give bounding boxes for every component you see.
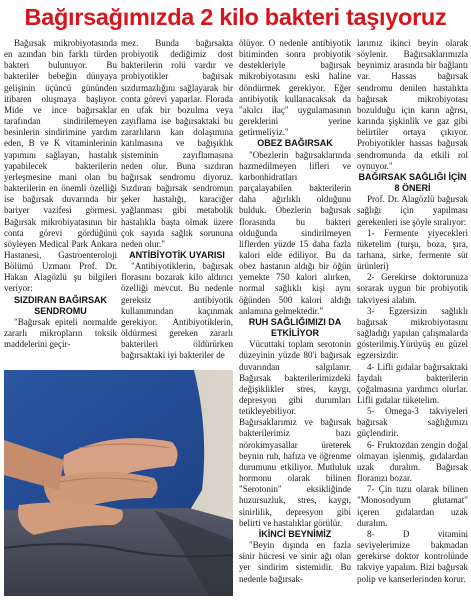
- list-item: 7- Çin tuzu olarak bilinen "Monosodyum glutamat" içeren gıdalardan uzak duralım.: [357, 484, 468, 528]
- heading-obez-bagirsak: OBEZ BAĞIRSAK: [257, 138, 333, 149]
- list-item: 6- Fruktozdan zengin doğal olmayan işlenmiş, gıdalardan uzak duralım. Bağırsak floranızı bozar.: [357, 439, 468, 484]
- column-1: [4, 38, 117, 350]
- headline: Bağırsağımızda 2 kilo bakteri taşıyoruz: [24, 4, 447, 30]
- paragraph: "Obezlerin bağırsaklarında hazmedilmeyen lifleri ve karbonhidratları parçalayabilen bakterilerin daha ağırlıklı olduğunu bulduk. Obezlerin bağırsak florasında bu bakteri olduğunda sindirilmeyen liflerden yüzde 15 daha fazla kalori elde ediliyor. Bu da obez hastanın aldığı bir öğün yemekte 750 kalori alırken, normal sağlıklı kişi aynı öğünden 500 kalori aldığı anlamına gelmektedir.": [239, 149, 351, 316]
- column-3: [239, 38, 351, 585]
- paragraph: ölüyor. O nedenle antibiyotik bitiminden sonra probiyotik destekleriyle bağırsak mikrobiyotasını eski haline döndürmek gerekiyor. Eğer antibiyotik kullanacaksak da "akılcı ilaç" uygulamasının gereklerini yerine getirmeliyiz.": [239, 38, 351, 138]
- heading-ruh-sagligi: RUH SAĞLIĞIMIZI DA ETKİLİYOR: [248, 316, 342, 339]
- heading-8-oneri: BAĞIRSAK SAĞLIĞI İÇİN 8 ÖNERİ: [358, 171, 467, 194]
- paragraph: Vücuttaki toplam serotonin düzeyinin yüzde 80'i bağırsak duvarından salgılanır. Bağırsak bakterilerimizdeki değişiklikler stres, kaygı, depresyon gibi durumları tetikleyebiliyor. Bağırsaklarımız ve bağırsak bakterilerimiz bazı nörokimyasallar üreterek beynin ruh, hafıza ve öğrenme durumunu etkiliyor. Mutluluk hormonu olarak bilinen "Serotonin" eksikliğinde huzursuzluk, stres, kaygı, sinirlilik, depresyon gibi belirti ve hastalıklar görülür.: [239, 339, 351, 528]
- list-item: 2- Gerekirse doktorunuza sorarak uygun bir probiyotik takviyesi alalım.: [357, 272, 468, 305]
- paragraph: "Antibiyotiklerin, bağırsak florasını bozarak kilo aldırıcı özelliği mevcut. Bu nedenle gereksiz antibiyotik kullanımından kaçınmak gerekiyor. Antibiyotiklerin, öldürmesi gereken zararlı bakterileri öldürürken bağırsaktaki iyi bakteriler de: [121, 261, 233, 361]
- list-item: 1- Fermente yiyecekleri tüketelim (turşu, boza, şıra, tarhana, sirke, fermente süt ürünleri): [357, 227, 468, 272]
- paragraph: mez. Bunda bağırsakta probiyotik dediğimiz dost bakterilerin rolü vardır ve probiyotikler bağırsak sızdırmazlığını sağlayarak bir conta görevi yaparlar. Florada en ufak bir bozulma veya zayıflama ise bağırsaktaki bu zararlıların kan dolaşımına katılmasına ve bağışıklık sisteminin zayıflamasına neden olur. Buna sızdıran bağırsak sendromu diyoruz. Sızdıran bağırsak sendromun şeker hastalığı, karaciğer yağlanması gibi metabolik hastalıkla başta olmak üzere çok sayıda sağlık sorununa neden olur.": [121, 38, 233, 249]
- paragraph: larımız ikinci beyin olarak söylenir. Bağırsaklarımızla beynimiz arasında bir bağlantı var. Hassas bağırsak sendromu denilen hastalıkta bağırsak mikrobiyotası bozulduğu için karın ağrısı, karında şişkinlik ve gaz gibi belirtiler ortaya çıkıyor. Probiyotikler hassas bağırsak sendromunda da etkili rol oynuyor.": [357, 38, 468, 171]
- paragraph: Prof. Dr. Alagözlü bağırsak sağlığı için yapılması gerekenleri ise şöyle sıralıyor:: [357, 194, 468, 227]
- list-item: 3- Egzersizin sağlıklı bağırsak mikrobiyotasını sağladığı yapılan çalışmalarda gösterilmiş.Yürüyüş en güzel egzersizdir.: [357, 305, 468, 361]
- heading-ikinci-beyin: İKİNCİ BEYNİMİZ: [258, 528, 332, 539]
- paragraph: "Bağırsak epiteli normalde zararlı mikropların toksik maddelerini geçir-: [4, 316, 117, 350]
- column-2: [121, 38, 233, 362]
- paragraph: "Beyin dışında en fazla sinir hücresi ve sinir ağı olan yer sindirim sistemidir. Bu nedenle bağırsak-: [239, 540, 351, 584]
- list-item: 8- D vitamini seviyelerimize bakmadan gerekirse doktor kontrolünde takviye yapalım. Bizi bağırsak polip ve kanserlerinden korur.: [357, 528, 468, 584]
- intro-paragraph: Bağırsak mikrobiyotasında en azından bin farklı türden bakteri bulunuyor. Bu bakteriler bebeğin dünyaya gelişinin üçüncü gününden itibaren oluşmaya başlıyor. Mide ve ince bağırsaklar tarafından sindirilemeyen besinlerin sindirimine yardım eden, B ve K vitaminlerinin yapımını sağlayan, hastalık yapabilecek bakterilerin yerleşmesine mani olan bu bakterilerin en önemli özelliği ise bağırsak duvarında bir bariyer vazifesi görmesi. Bağırsak mikrobiyatasının bir conta görevi gördüğünü söyleyen Medical Park Ankara Hastanesi, Gastroenteroloji Bölümü Uzmanı Prof. Dr. Hakan Alagözlü şu bilgileri veriyor:: [4, 38, 117, 294]
- column-4: [357, 38, 468, 585]
- list-item: 5- Omega-3 takviyeleri bağırsak sağlığımızı güçlendirir.: [357, 406, 468, 439]
- heading-sizdiran-bagirsak: SIZDIRAN BAĞIRSAK SENDROMU: [13, 294, 107, 316]
- list-item: 4- Lifli gıdalar bağırsaktaki faydalı bakterilerin çoğalmasına yardımcı olurlar. Lifli gıdalar tüketelim.: [357, 361, 468, 405]
- abdominal-pain-photo: [4, 370, 233, 596]
- heading-antibiyotik: ANTİBİYOTİK UYARISI: [129, 249, 225, 260]
